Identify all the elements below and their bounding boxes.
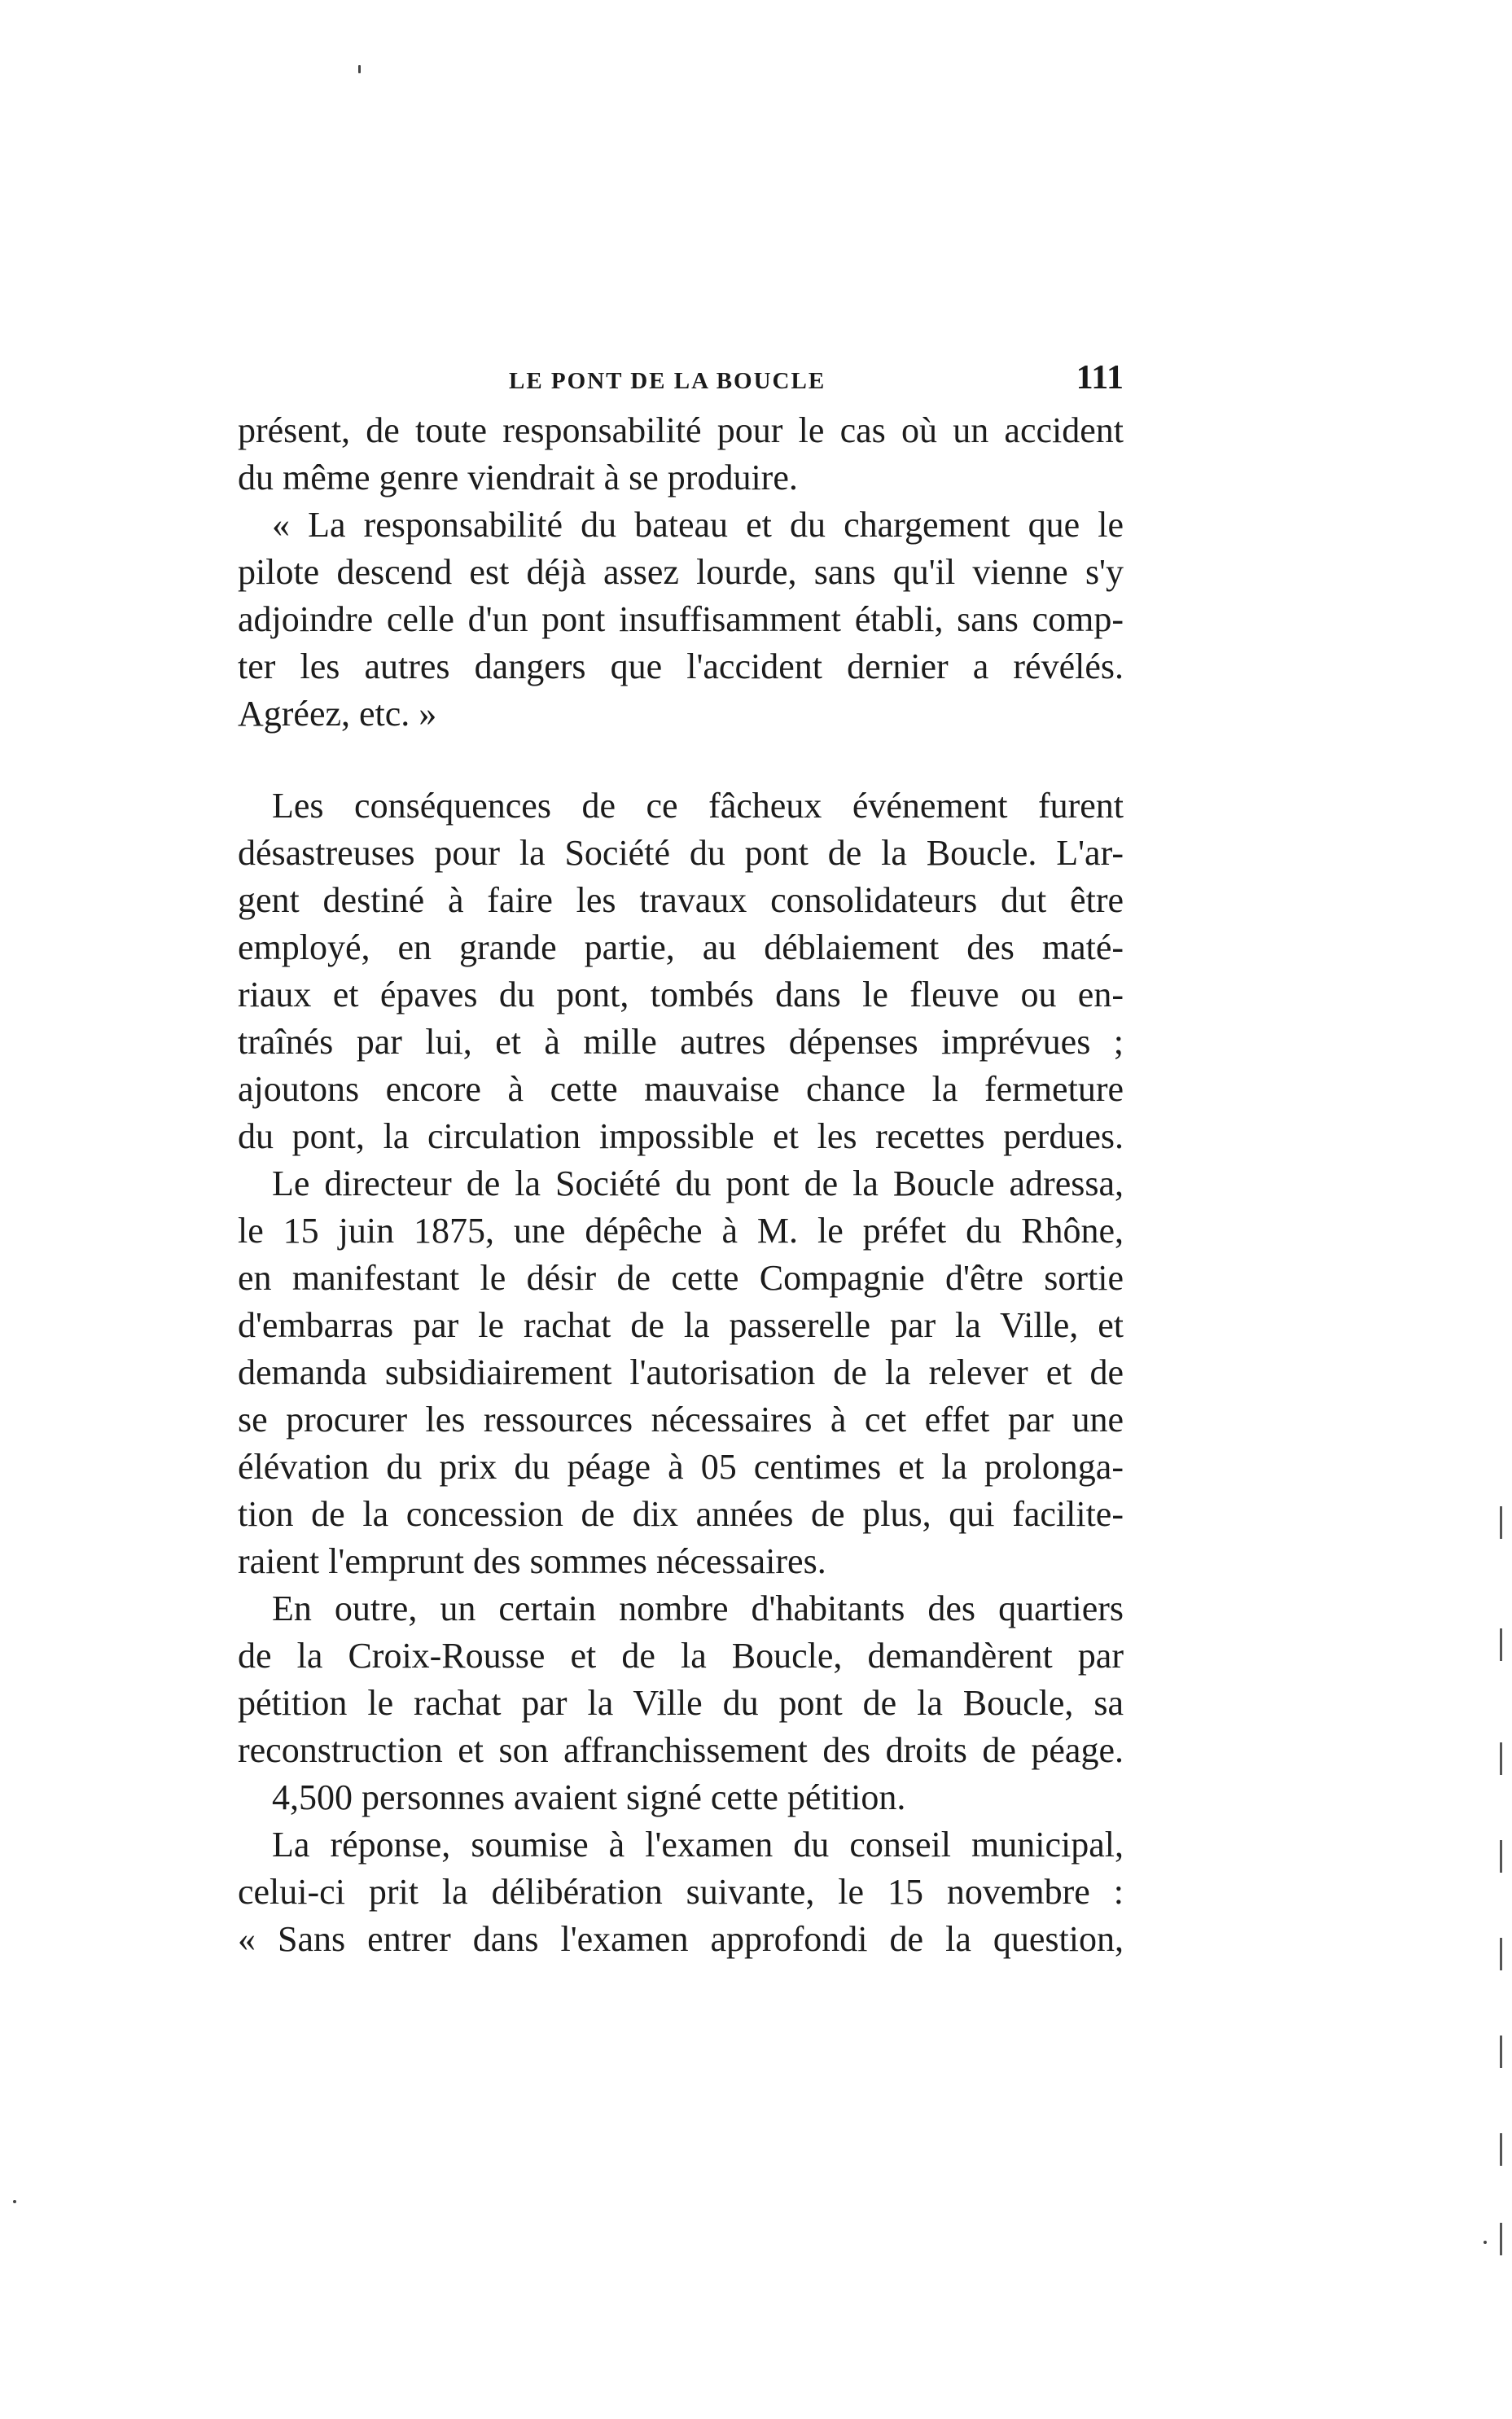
text-line: de la Croix-Rousse et de la Boucle, demandèrent par xyxy=(238,1636,1124,1676)
scan-margin-mark xyxy=(1500,1506,1502,1539)
text-line: riaux et épaves du pont, tombés dans le fleuve ou en- xyxy=(238,975,1124,1014)
text-line: du pont, la circulation impossible et les recettes perdues. xyxy=(238,1116,1124,1156)
text-line: traînés par lui, et à mille autres dépenses imprévues ; xyxy=(238,1022,1124,1062)
page-number: 111 xyxy=(1076,359,1124,397)
text-line: En outre, un certain nombre d'habitants des quartiers xyxy=(272,1589,1124,1628)
text-line: Le directeur de la Société du pont de la Boucle adressa, xyxy=(272,1163,1124,1203)
text-line: celui-ci prit la délibération suivante, le 15 novembre : xyxy=(238,1872,1124,1912)
text-line: demanda subsidiairement l'autorisation de la relever et de xyxy=(238,1352,1124,1392)
paragraph-gap xyxy=(238,738,1124,782)
page-header xyxy=(238,358,1124,407)
text-line: ajoutons encore à cette mauvaise chance la fermeture xyxy=(238,1069,1124,1109)
text-line: Agréez, etc. » xyxy=(238,694,437,734)
text-line: Les conséquences de ce fâcheux événement furent xyxy=(272,786,1124,826)
text-line: reconstruction et son affranchissement des droits de péage. xyxy=(238,1730,1124,1770)
text-line: le 15 juin 1875, une dépêche à M. le préfet du Rhône, xyxy=(238,1211,1124,1251)
text-line: pilote descend est déjà assez lourde, sans qu'il vienne s'y xyxy=(238,552,1124,592)
text-line: adjoindre celle d'un pont insuffisamment établi, sans comp- xyxy=(238,599,1124,639)
text-line: en manifestant le désir de cette Compagnie d'être sortie xyxy=(238,1258,1124,1298)
text-line: tion de la concession de dix années de plus, qui facilite- xyxy=(238,1494,1124,1534)
scan-speck xyxy=(358,65,361,73)
scan-speck xyxy=(1484,2241,1487,2244)
text-line: présent, de toute responsabilité pour le cas où un accident xyxy=(238,410,1124,450)
text-line: du même genre viendrait à se produire. xyxy=(238,458,798,497)
scan-margin-mark xyxy=(1500,2036,1502,2068)
text-line: « Sans entrer dans l'examen approfondi de la question, xyxy=(238,1919,1124,1959)
text-line: employé, en grande partie, au déblaiement des maté- xyxy=(238,927,1124,967)
body-text xyxy=(238,407,1124,1963)
scan-margin-mark xyxy=(1500,1840,1502,1873)
text-line: se procurer les ressources nécessaires à cet effet par une xyxy=(238,1400,1124,1440)
scan-margin-mark xyxy=(1500,1938,1502,1970)
text-line: ter les autres dangers que l'accident dernier a révélés. xyxy=(238,646,1124,686)
text-line: élévation du prix du péage à 05 centimes et la prolonga- xyxy=(238,1447,1124,1487)
text-line: pétition le rachat par la Ville du pont de la Boucle, sa xyxy=(238,1683,1124,1723)
running-title: LE PONT DE LA BOUCLE xyxy=(509,368,826,394)
text-line: « La responsabilité du bateau et du chargement que le xyxy=(272,505,1124,545)
text-line: raient l'emprunt des sommes nécessaires. xyxy=(238,1541,826,1581)
scan-margin-mark xyxy=(1500,1628,1502,1661)
text-line: La réponse, soumise à l'examen du conseil municipal, xyxy=(272,1825,1124,1865)
scan-margin-mark xyxy=(1500,2223,1502,2255)
text-line: gent destiné à faire les travaux consolidateurs dut être xyxy=(238,880,1124,920)
text-line: désastreuses pour la Société du pont de la Boucle. L'ar- xyxy=(238,833,1124,873)
text-line: d'embarras par le rachat de la passerelle par la Ville, et xyxy=(238,1305,1124,1345)
scan-speck xyxy=(13,2200,16,2203)
scan-margin-mark xyxy=(1500,1742,1502,1775)
text-line: 4,500 personnes avaient signé cette pétition. xyxy=(272,1777,906,1817)
scan-margin-mark xyxy=(1500,2133,1502,2166)
